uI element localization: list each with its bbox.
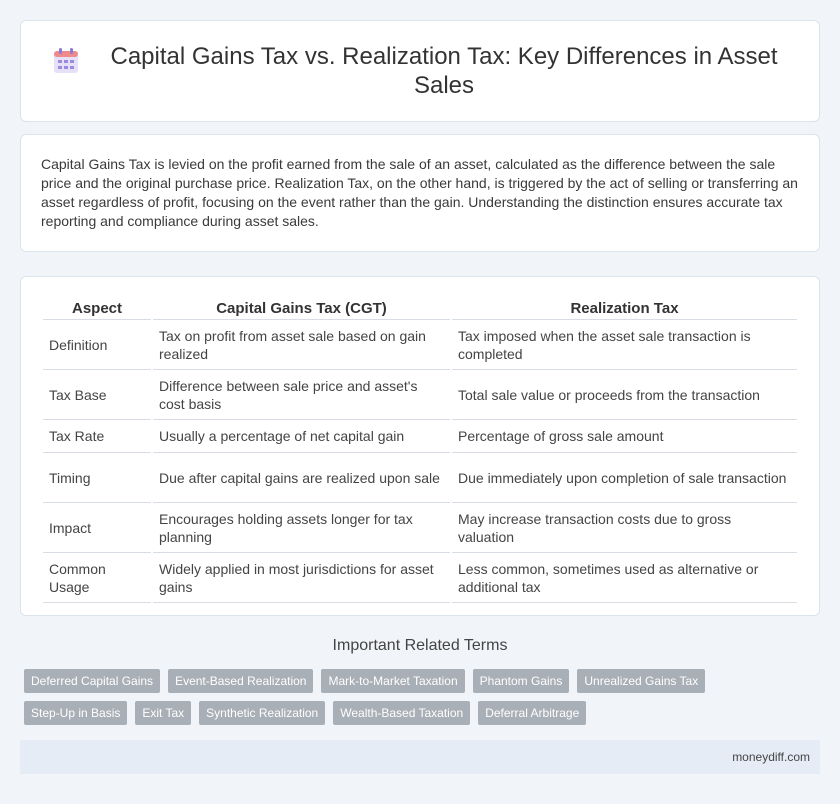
table-cell-aspect: Impact <box>43 503 152 553</box>
table-cell-aspect: Tax Rate <box>43 420 152 453</box>
related-terms-title: Important Related Terms <box>332 637 508 654</box>
related-terms-tags <box>24 669 824 733</box>
table-header-row <box>43 295 797 320</box>
tag-mark-to-market-taxation[interactable]: Mark-to-Market Taxation <box>321 669 464 693</box>
tag-exit-tax[interactable]: Exit Tax <box>135 701 191 725</box>
header-card <box>20 20 820 122</box>
tag-unrealized-gains-tax[interactable]: Unrealized Gains Tax <box>577 669 705 693</box>
table-cell-realization: Less common, sometimes used as alternative or additional tax <box>451 553 797 603</box>
table-cell-realization: Total sale value or proceeds from the transaction <box>451 370 797 420</box>
footer <box>20 740 820 774</box>
table-row <box>43 453 797 503</box>
tag-step-up-in-basis[interactable]: Step-Up in Basis <box>24 701 127 725</box>
table-row <box>43 370 797 420</box>
table-cell-realization: Percentage of gross sale amount <box>451 420 797 453</box>
table-cell-realization: Tax imposed when the asset sale transaction is completed <box>451 320 797 370</box>
table-cell-aspect: Common Usage <box>43 553 152 603</box>
intro-text: Capital Gains Tax is levied on the profit earned from the sale of an asset, calculated as the difference between the sale price and the original purchase price. Realization Tax, on the other hand, is triggered by the act of selling or transferring an asset regardless of profit, focusing on the event rather than the gain. Understanding the distinction ensures accurate tax reporting and compliance during asset sales. <box>41 156 798 229</box>
table-row <box>43 420 797 453</box>
header-aspect: Aspect <box>43 295 152 320</box>
table-cell-aspect: Tax Base <box>43 370 152 420</box>
header <box>50 42 790 100</box>
tag-synthetic-realization[interactable]: Synthetic Realization <box>199 701 325 725</box>
table-row <box>43 503 797 553</box>
intro-card <box>20 134 820 252</box>
page-title: Capital Gains Tax vs. Realization Tax: Key Differences in Asset Sales <box>110 43 778 99</box>
tag-wealth-based-taxation[interactable]: Wealth-Based Taxation <box>333 701 470 725</box>
table-row <box>43 553 797 603</box>
tag-phantom-gains[interactable]: Phantom Gains <box>473 669 570 693</box>
tag-deferred-capital-gains[interactable]: Deferred Capital Gains <box>24 669 160 693</box>
table-cell-cgt: Usually a percentage of net capital gain <box>152 420 451 453</box>
table-cell-aspect: Timing <box>43 453 152 503</box>
table-cell-cgt: Due after capital gains are realized upon sale <box>152 453 451 503</box>
header-cgt: Capital Gains Tax (CGT) <box>152 295 451 320</box>
tag-event-based-realization[interactable]: Event-Based Realization <box>168 669 313 693</box>
table-cell-cgt: Difference between sale price and asset's cost basis <box>152 370 451 420</box>
table-cell-cgt: Widely applied in most jurisdictions for asset gains <box>152 553 451 603</box>
table-row <box>43 320 797 370</box>
footer-site[interactable]: moneydiff.com <box>732 750 810 764</box>
table-cell-aspect: Definition <box>43 320 152 370</box>
header-realization: Realization Tax <box>451 295 797 320</box>
table-cell-realization: May increase transaction costs due to gross valuation <box>451 503 797 553</box>
comparison-table <box>43 295 797 603</box>
table-cell-cgt: Encourages holding assets longer for tax planning <box>152 503 451 553</box>
table-cell-realization: Due immediately upon completion of sale transaction <box>451 453 797 503</box>
calendar-icon <box>51 46 81 76</box>
table-cell-cgt: Tax on profit from asset sale based on gain realized <box>152 320 451 370</box>
tag-deferral-arbitrage[interactable]: Deferral Arbitrage <box>478 701 586 725</box>
comparison-table-card <box>20 276 820 616</box>
